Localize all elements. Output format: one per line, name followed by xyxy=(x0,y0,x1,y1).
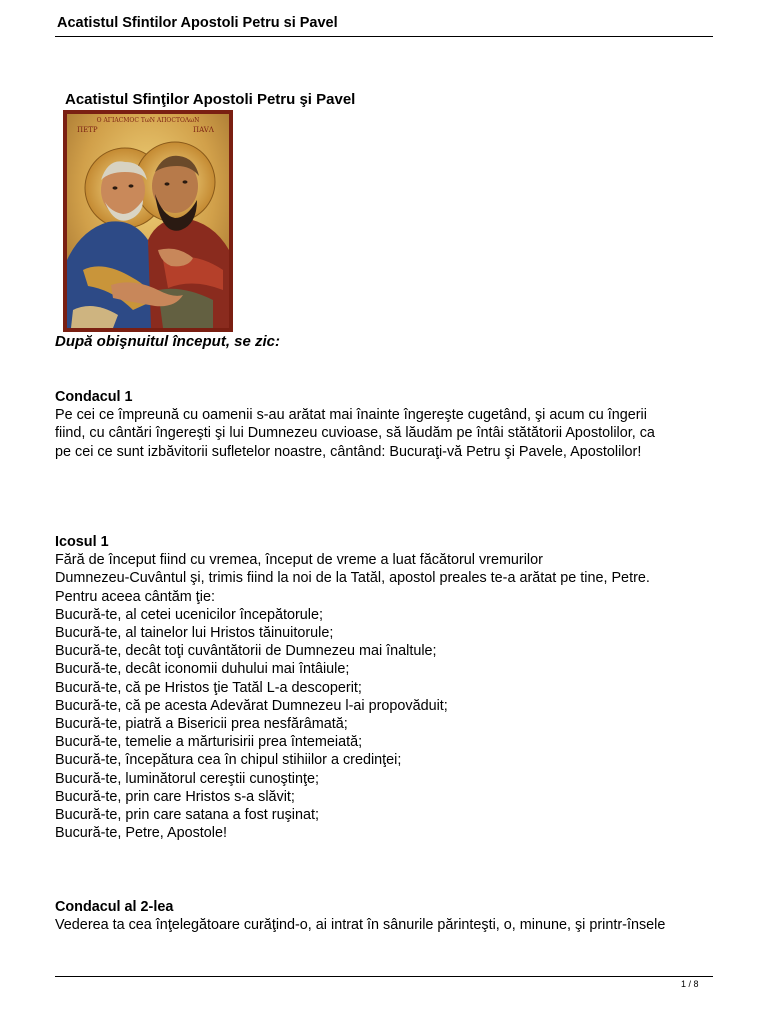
text-line: Pe cei ce împreună cu oamenii s-au arătat mai înainte îngereşte cugetând, şi acum cu îngerii xyxy=(55,407,647,424)
intro-text: După obişnuitul început, se zic: xyxy=(55,333,281,350)
section-condac-2 xyxy=(55,898,725,934)
text-line: Bucură-te, prin care Hristos s-a slăvit; xyxy=(55,788,295,805)
footer-divider xyxy=(55,976,713,977)
svg-text:ΠEΤΡ: ΠEΤΡ xyxy=(77,126,98,134)
text-line: Dumnezeu-Cuvântul şi, trimis fiind la noi de la Tatăl, apostol preales te-a arătat pe tine, Petre. xyxy=(55,570,650,587)
section-title: Condacul 1 xyxy=(55,389,133,405)
section-title: Icosul 1 xyxy=(55,534,109,550)
text-line: Fără de început fiind cu vremea, început de vreme a luat făcătorul vremurilor xyxy=(55,552,543,569)
document-title: Acatistul Sfinţilor Apostoli Petru şi Pavel xyxy=(65,91,356,108)
text-line: Bucură-te, începătura cea în chipul stihiilor a credinţei; xyxy=(55,752,402,769)
text-line: Bucură-te, decât toţi cuvântătorii de Dumnezeu mai înaltule; xyxy=(55,643,437,660)
text-line: Bucură-te, piatră a Bisericii prea nesfărâmată; xyxy=(55,716,348,733)
icon-apostles-image xyxy=(63,110,233,332)
section-title: Condacul al 2-lea xyxy=(55,899,174,915)
text-line: Bucură-te, prin care satana a fost ruşinat; xyxy=(55,807,319,824)
section-condac-1 xyxy=(55,388,725,461)
section-icos-1 xyxy=(55,533,725,842)
text-line: Bucură-te, al cetei ucenicilor începătorule; xyxy=(55,606,323,623)
text-line: Pentru aceea cântăm ţie: xyxy=(55,588,215,605)
header-title: Acatistul Sfintilor Apostoli Petru si Pavel xyxy=(57,15,338,31)
text-line: Bucură-te, luminătorul cereştii cunoştinţe; xyxy=(55,770,319,787)
text-line: Bucură-te, Petre, Apostole! xyxy=(55,825,227,842)
text-line: fiind, cu cântări îngereşti şi lui Dumnezeu cuvioase, să lăudăm pe întâi stătătorii Apostolilor, ca xyxy=(55,425,655,442)
svg-text:ΠAVΛ: ΠAVΛ xyxy=(193,126,214,134)
text-line: Bucură-te, al tainelor lui Hristos tăinuitorule; xyxy=(55,625,334,642)
text-line: Bucură-te, decât iconomii duhului mai întâiule; xyxy=(55,661,350,678)
text-line: Bucură-te, că pe acesta Adevărat Dumnezeu l-ai propovăduit; xyxy=(55,697,448,714)
text-line: Vederea ta cea înţelegătoare curăţind-o, ai intrat în sânurile părinteşti, o, minune, şi printr-însele xyxy=(55,917,666,934)
text-line: Bucură-te, temelie a mărturisirii prea întemeiată; xyxy=(55,734,363,751)
svg-text:O AΓIACΜOC TωN AΠOCTOΛωN: O AΓIACΜOC TωN AΠOCTOΛωN xyxy=(96,117,200,124)
text-line: Bucură-te, că pe Hristos ţie Tatăl L-a descoperit; xyxy=(55,679,362,696)
page-header xyxy=(55,14,713,37)
text-line: pe cei ce sunt izbăvitorii sufletelor noastre, cântând: Bucuraţi-vă Petru şi Pavele, Apostolilor! xyxy=(55,443,642,460)
page-number: 1 / 8 xyxy=(681,979,699,989)
